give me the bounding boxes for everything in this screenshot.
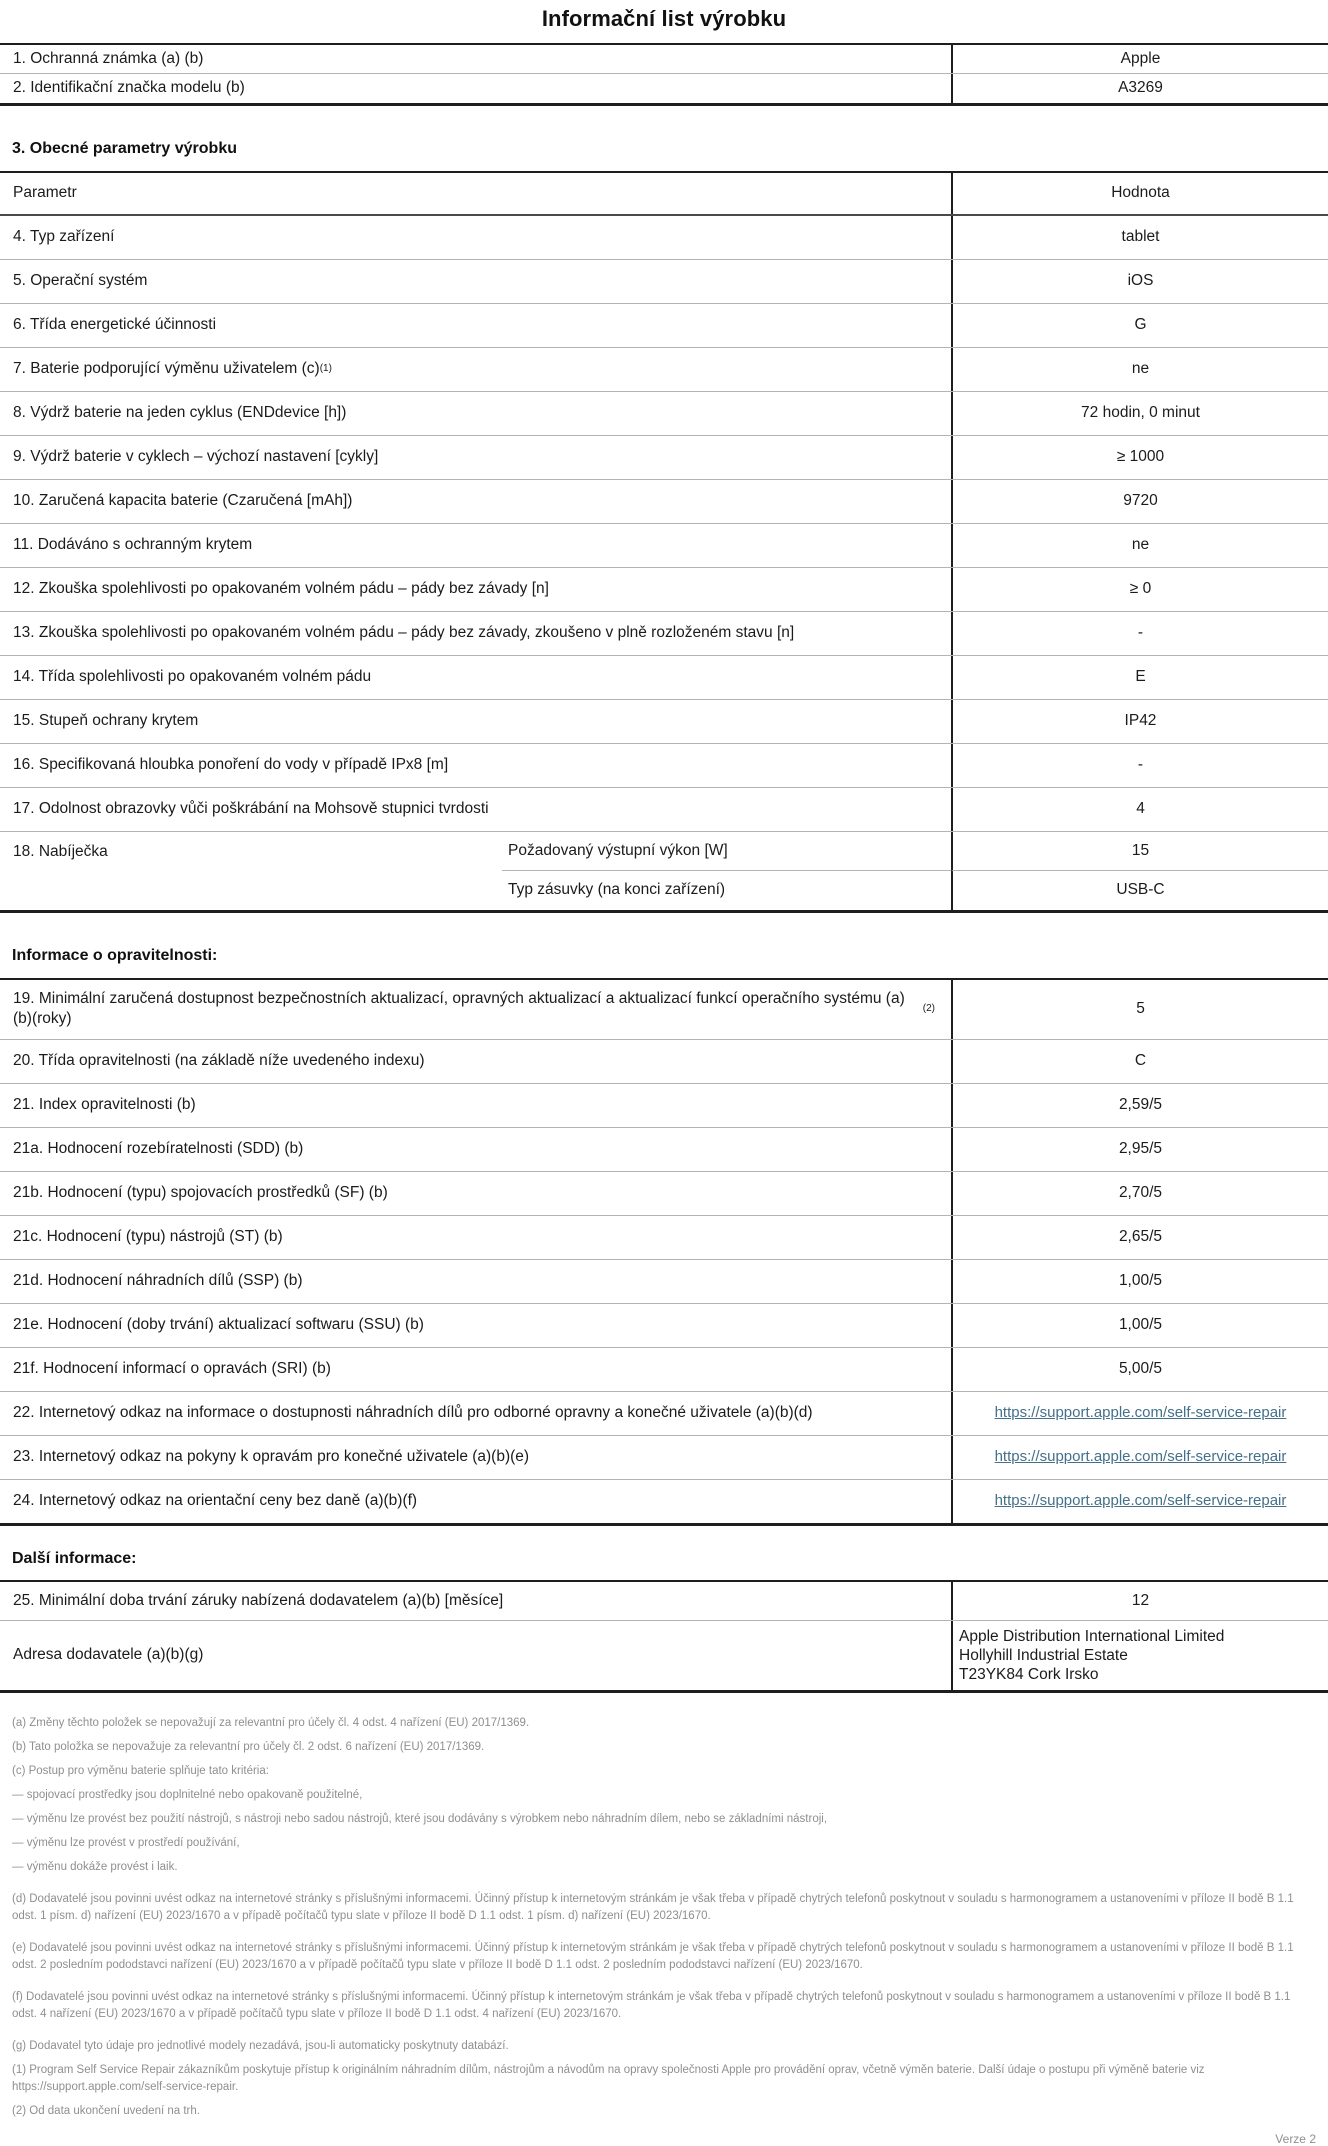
row-value: 5 — [951, 980, 1328, 1039]
row-label: 20. Třída opravitelnosti (na základě níže uvedeného indexu) — [13, 1051, 425, 1069]
repairability-table — [0, 978, 1328, 1526]
footnote: — výměnu dokáže provést i laik. — [12, 1861, 178, 1874]
table-row — [0, 699, 1328, 743]
trademark-table — [0, 43, 1328, 106]
table-row — [0, 45, 1328, 73]
footnote: (g) Dodavatel tyto údaje pro jednotlivé modely nezadává, jsou-li automaticky poskytnuty databází. — [12, 2040, 509, 2053]
row-label: 16. Specifikovaná hloubka ponoření do vody v případě IPx8 [m] — [13, 756, 449, 774]
row-value: 2,59/5 — [951, 1084, 1328, 1127]
row-value: - — [951, 612, 1328, 655]
column-header-parametr: Parametr — [13, 184, 77, 202]
row-label: 21c. Hodnocení (typu) nástrojů (ST) (b) — [13, 1227, 283, 1245]
table-row — [0, 523, 1328, 567]
product-information-sheet — [0, 6, 1328, 2146]
support-link[interactable]: https://support.apple.com/self-service-repair — [994, 1404, 1287, 1422]
footnote: (c) Postup pro výměnu baterie splňuje tato kritéria: — [12, 1765, 269, 1778]
table-row — [0, 1391, 1328, 1435]
table-row — [0, 1347, 1328, 1391]
row-value — [951, 1392, 1328, 1435]
table-row — [0, 1582, 1328, 1620]
footnote: (1) Program Self Service Repair zákazníkům poskytuje přístup k originálním náhradním dílům, nástrojům a návodům na opravy společnosti Apple pro provádění oprav, včetně výměn baterie. Další údaje o postupu při výměně baterie viz https://support.apple.com/self-service-repair. — [12, 2064, 1205, 2094]
table-row — [0, 1083, 1328, 1127]
row-value: ne — [951, 348, 1328, 391]
row-label: 24. Internetový odkaz na orientační ceny bez daně (a)(b)(f) — [13, 1491, 418, 1509]
support-link[interactable]: https://support.apple.com/self-service-repair — [994, 1448, 1287, 1466]
row-value: ≥ 0 — [951, 568, 1328, 611]
row-label: 23. Internetový odkaz na pokyny k opravám pro konečné uživatele (a)(b)(e) — [13, 1447, 530, 1465]
table-row — [0, 1620, 1328, 1690]
row-value — [951, 1436, 1328, 1479]
row-label: 13. Zkouška spolehlivosti po opakovaném volném pádu – pády bez závady, zkoušeno v plně rozloženém stavu [n] — [13, 624, 795, 642]
row-value: IP42 — [951, 700, 1328, 743]
table-row — [0, 479, 1328, 523]
row-value: - — [951, 744, 1328, 787]
row-value: 4 — [951, 788, 1328, 831]
table-row — [0, 391, 1328, 435]
row-label: 22. Internetový odkaz na informace o dostupnosti náhradních dílů pro odborné opravny a konečné uživatele (a)(b)(d) — [13, 1403, 813, 1421]
table-row-charger — [0, 831, 1328, 910]
table-row — [0, 1259, 1328, 1303]
table-row — [0, 1303, 1328, 1347]
row-label: 14. Třída spolehlivosti po opakovaném volném pádu — [13, 668, 372, 686]
row-label: Adresa dodavatele (a)(b)(g) — [13, 1646, 204, 1664]
table-row — [0, 567, 1328, 611]
table-row — [0, 1479, 1328, 1523]
table-row — [0, 216, 1328, 259]
table-header-row — [0, 173, 1328, 216]
row-value: 9720 — [951, 480, 1328, 523]
footnote: (a) Změny těchto položek se nepovažují za relevantní pro účely čl. 4 odst. 4 nařízení (EU) 2017/1369. — [12, 1717, 530, 1730]
row-label: 17. Odolnost obrazovky vůči poškrábání na Mohsově stupnici tvrdosti — [13, 800, 489, 818]
row-label: 18. Nabíječka — [13, 842, 108, 860]
table-row — [0, 1215, 1328, 1259]
row-label: 11. Dodáváno s ochranným krytem — [13, 536, 253, 554]
row-value: 2,95/5 — [951, 1128, 1328, 1171]
row-label: 25. Minimální doba trvání záruky nabízená dodavatelem (a)(b) [měsíce] — [13, 1591, 504, 1609]
footnote: — výměnu lze provést v prostředí používání, — [12, 1837, 240, 1850]
row-label: 2. Identifikační značka modelu (b) — [13, 79, 245, 97]
row-label: 7. Baterie podporující výměnu uživatelem (c) (1) — [13, 360, 332, 378]
row-label: 6. Třída energetické účinnosti — [13, 316, 217, 334]
row-value — [951, 1480, 1328, 1523]
row-value: E — [951, 656, 1328, 699]
row-value: 2,65/5 — [951, 1216, 1328, 1259]
row-label: 10. Zaručená kapacita baterie (Czaručená [mAh]) — [13, 492, 353, 510]
row-label: 19. Minimální zaručená dostupnost bezpečnostních aktualizací, opravných aktualizací a aktualizací funkcí operačního systému (a)(b)(roky) (2) — [13, 989, 935, 1028]
table-row — [0, 1435, 1328, 1479]
table-row — [0, 611, 1328, 655]
table-row — [0, 1039, 1328, 1083]
row-value: 15 — [951, 832, 1328, 870]
table-row — [0, 743, 1328, 787]
row-value: 5,00/5 — [951, 1348, 1328, 1391]
row-label: 15. Stupeň ochrany krytem — [13, 712, 199, 730]
general-parameters-heading: 3. Obecné parametry výrobku — [12, 139, 237, 157]
table-row — [0, 655, 1328, 699]
repairability-heading: Informace o opravitelnosti: — [12, 946, 218, 964]
address-line: Apple Distribution International Limited — [959, 1628, 1225, 1646]
row-value: 1,00/5 — [951, 1304, 1328, 1347]
row-label: 21d. Hodnocení náhradních dílů (SSP) (b) — [13, 1271, 303, 1289]
table-row — [0, 980, 1328, 1039]
row-label: 21. Index opravitelnosti (b) — [13, 1095, 196, 1113]
footnote: (d) Dodavatelé jsou povinni uvést odkaz na internetové stránky s příslušnými informacemi. Účinný přístup k internetovým stránkám je však třeba v případě chytrých telefonů poskytnout v souladu s harmonogramem a ustanoveními v příloze II bodě B 1.1 odst. 1 písm. d) nařízení (EU) 2023/1670 a v případě počítačů typu slate v příloze II bodě D 1.1 odst. 1 písm. d) nařízení (EU) 2023/1670. — [12, 1893, 1294, 1923]
footnote: (e) Dodavatelé jsou povinni uvést odkaz na internetové stránky s příslušnými informacemi. Účinný přístup k internetovým stránkám je však třeba v případě chytrých telefonů poskytnout v souladu s harmonogramem a ustanoveními v příloze II bodě B 1.1 odst. 2 posledním pododstavci nařízení (EU) 2023/1670 a v případě počítačů typu slate v příloze II bodě D 1.1 odst. 2 posledním pododstavci nařízení (EU) 2023/1670. — [12, 1942, 1294, 1972]
row-value: iOS — [951, 260, 1328, 303]
column-header-hodnota: Hodnota — [951, 173, 1328, 214]
general-parameters-table — [0, 171, 1328, 913]
row-label: 12. Zkouška spolehlivosti po opakovaném volném pádu – pády bez závady [n] — [13, 580, 549, 598]
row-value: ≥ 1000 — [951, 436, 1328, 479]
row-value: A3269 — [951, 74, 1328, 102]
table-row — [0, 73, 1328, 102]
table-row — [0, 259, 1328, 303]
page-title: Informační list výrobku — [541, 6, 787, 31]
row-label: 21b. Hodnocení (typu) spojovacích prostředků (SF) (b) — [13, 1183, 388, 1201]
charger-sub-label: Typ zásuvky (na konci zařízení) — [502, 870, 951, 909]
row-value: 12 — [951, 1582, 1328, 1620]
table-row — [0, 347, 1328, 391]
address-line: T23YK84 Cork Irsko — [959, 1666, 1099, 1684]
address-line: Hollyhill Industrial Estate — [959, 1647, 1128, 1665]
row-label: 1. Ochranná známka (a) (b) — [13, 50, 204, 67]
row-label: 4. Typ zařízení — [13, 228, 115, 246]
row-label: 21a. Hodnocení rozebíratelnosti (SDD) (b) — [13, 1139, 304, 1157]
table-row — [0, 787, 1328, 831]
table-row — [0, 1127, 1328, 1171]
supplier-address-value — [951, 1621, 1328, 1690]
row-label: 21e. Hodnocení (doby trvání) aktualizací softwaru (SSU) (b) — [13, 1315, 424, 1333]
row-value: 1,00/5 — [951, 1260, 1328, 1303]
row-value: 72 hodin, 0 minut — [951, 392, 1328, 435]
row-value: G — [951, 304, 1328, 347]
footnotes-block — [0, 1715, 1328, 2120]
additional-info-heading: Další informace: — [12, 1549, 137, 1567]
row-value: C — [951, 1040, 1328, 1083]
footnote: (2) Od data ukončení uvedení na trh. — [12, 2105, 200, 2118]
row-value: Apple — [951, 45, 1328, 73]
support-link[interactable]: https://support.apple.com/self-service-repair — [994, 1492, 1287, 1510]
row-value: tablet — [951, 216, 1328, 259]
row-label: 8. Výdrž baterie na jeden cyklus (ENDdevice [h]) — [13, 404, 347, 422]
footnote: (b) Tato položka se nepovažuje za relevantní pro účely čl. 2 odst. 6 nařízení (EU) 2017/1369. — [12, 1741, 485, 1754]
table-row — [0, 1171, 1328, 1215]
row-value: 2,70/5 — [951, 1172, 1328, 1215]
row-value: ne — [951, 524, 1328, 567]
additional-info-table — [0, 1580, 1328, 1693]
row-label: 5. Operační systém — [13, 272, 148, 290]
footnote: — výměnu lze provést bez použití nástrojů, s nástroji nebo sadou nástrojů, které jsou dodávány s výrobkem nebo náhradním dílem, nebo se základními nástroji, — [12, 1813, 828, 1826]
footnote: (f) Dodavatelé jsou povinni uvést odkaz na internetové stránky s příslušnými informacemi. Účinný přístup k internetovým stránkám je však třeba v případě chytrých telefonů poskytnout v souladu s harmonogramem a ustanoveními v příloze II bodě B 1.1 odst. 4 nařízení (EU) 2023/1670 a v případě počítačů typu slate v příloze II bodě D 1.1 odst. 4 nařízení (EU) 2023/1670. — [12, 1991, 1291, 2021]
footnote: — spojovací prostředky jsou doplnitelné nebo opakovaně použitelné, — [12, 1789, 363, 1802]
charger-sub-label: Požadovaný výstupní výkon [W] — [508, 841, 728, 859]
table-row — [0, 303, 1328, 347]
table-row — [0, 435, 1328, 479]
row-label: 21f. Hodnocení informací o opravách (SRI) (b) — [13, 1359, 331, 1377]
row-value: USB-C — [951, 870, 1328, 909]
version-label: Verze 2 — [1275, 2132, 1316, 2146]
row-label: 9. Výdrž baterie v cyklech – výchozí nastavení [cykly] — [13, 448, 379, 466]
